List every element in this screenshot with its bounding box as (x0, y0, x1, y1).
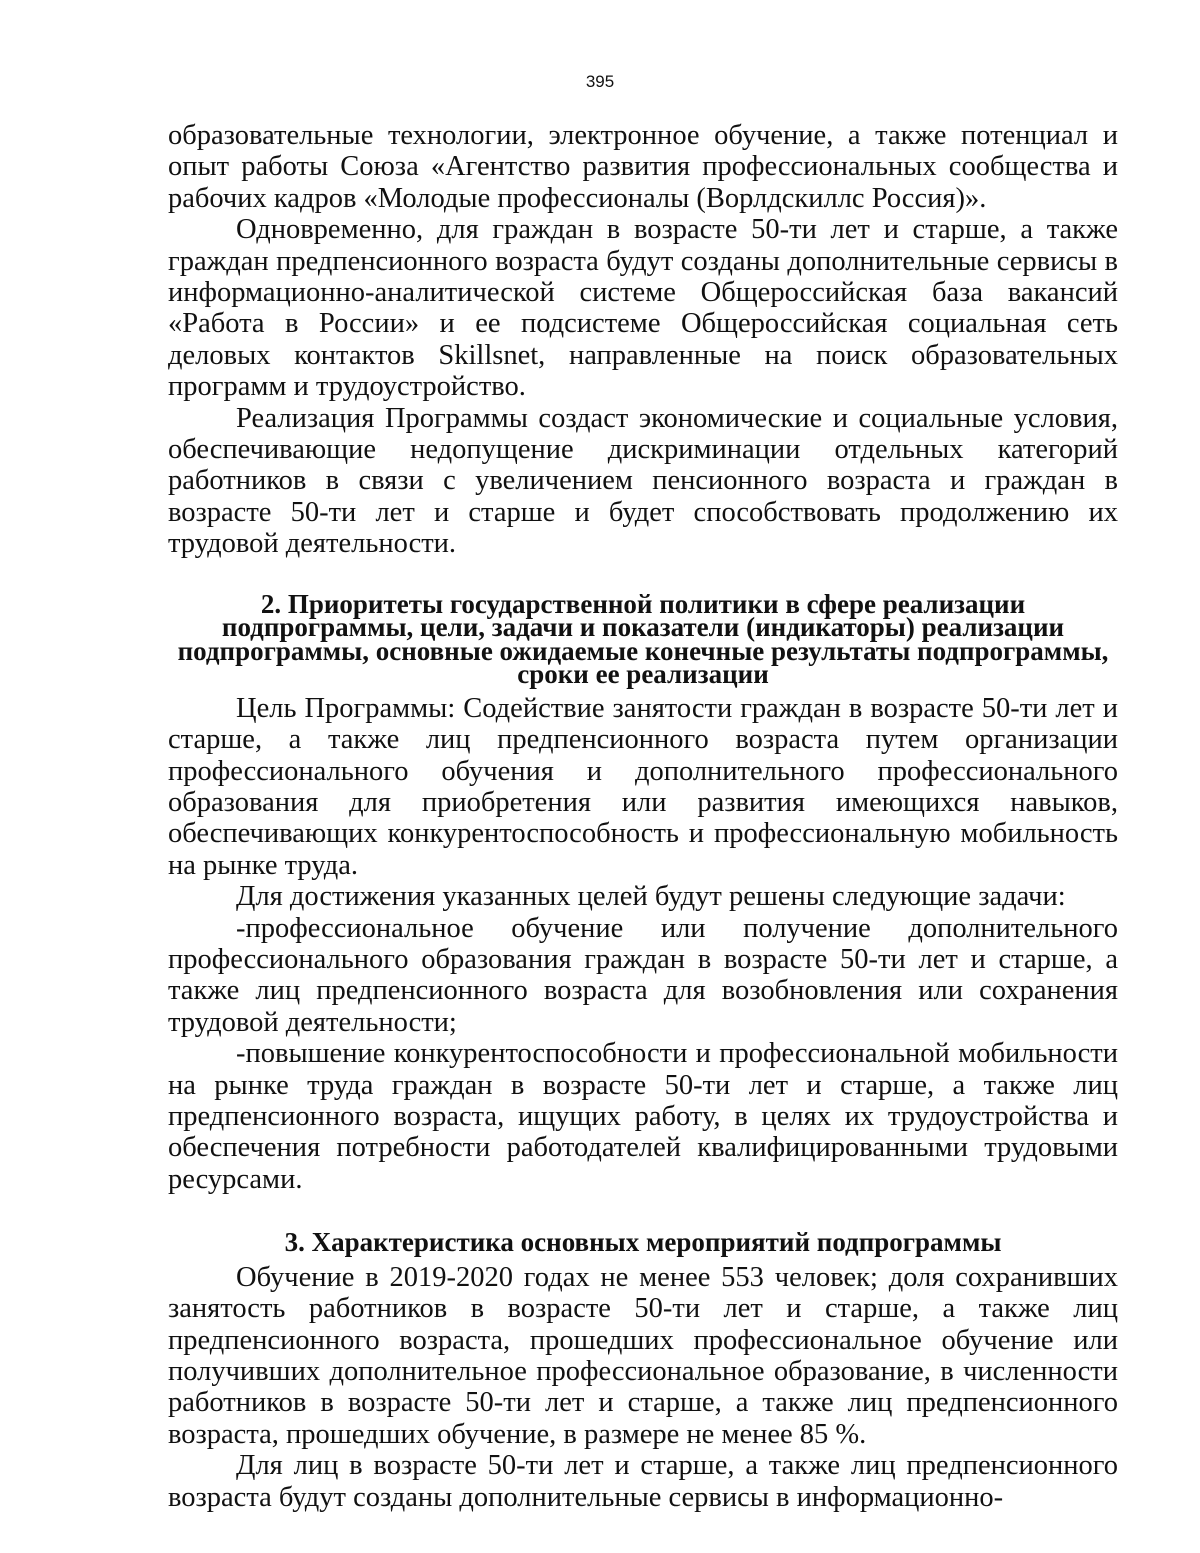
paragraph-services-continuation: Для лиц в возрасте 50-ти лет и старше, а также лиц предпенсионного возраста будут созданы дополнительные сервисы в информационно- (168, 1450, 1118, 1513)
paragraph-continuation: образовательные технологии, электронное обучение, а также потенциал и опыт работы Союза «Агентство развития профессиональных сообщества и рабочих кадров «Молодые профессионалы (Ворлдскиллс Россия)». (168, 120, 1118, 214)
page-number: 395 (585, 72, 615, 91)
task-item-training: -профессиональное обучение или получение дополнительного профессионального образования граждан в возрасте 50-ти лет и старше, а также лиц предпенсионного возраста для возобновления или сохранения трудовой деятельности; (168, 912, 1118, 1038)
paragraph-program-outcome: Реализация Программы создаст экономические и социальные условия, обеспечивающие недопущение дискриминации отдельных категорий работников в связи с увеличением пенсионного возраста и граждан в возрасте 50-ти лет и старше и будет способствовать продолжению их трудовой деятельности. (168, 402, 1118, 560)
task-item-competitiveness: -повышение конкурентоспособности и профессиональной мобильности на рынке труда граждан в возрасте 50-ти лет и старше, а также лиц предпенсионного возраста, ищущих работу, в целях их трудоустройства и обеспечения потребности работодателей квалифицированными трудовыми ресурсами. (168, 1038, 1118, 1195)
section-2-heading: 2. Приоритеты государственной политики в сфере реализации подпрограммы, цели, задачи и показатели (индикаторы) реализации подпрограммы, основные ожидаемые конечные результаты подпрограммы, сроки ее реализации (177, 588, 1109, 690)
paragraph-training-targets: Обучение в 2019-2020 годах не менее 553 человек; доля сохранивших занятость работников в возрасте 50-ти лет и старше, а также лиц предпенсионного возраста, прошедших профессиональное обучение или получивших дополнительное профессиональное образование, в численности работников в возрасте 50-ти лет и старше, а также лиц предпенсионного возраста, прошедших обучение, в размере не менее 85 %. (168, 1261, 1118, 1450)
paragraph-tasks-intro: Для достижения указанных целей будут решены следующие задачи: (236, 881, 1066, 913)
page-body (168, 120, 1118, 1513)
paragraph-program-goal: Цель Программы: Содействие занятости граждан в возрасте 50-ти лет и старше, а также лиц предпенсионного возраста путем организации профессионального обучения и дополнительного профессионального образования для приобретения или развития имеющихся навыков, обеспечивающих конкурентоспособность и профессиональную мобильность на рынке труда. (168, 692, 1118, 881)
section-3-heading: 3. Характеристика основных мероприятий подпрограммы (284, 1227, 1002, 1258)
paragraph-additional-services: Одновременно, для граждан в возрасте 50-ти лет и старше, а также граждан предпенсионного возраста будут созданы дополнительные сервисы в информационно-аналитической системе Общероссийская база вакансий «Работа в России» и ее подсистеме Общероссийская социальная сеть деловых контактов Skillsnet, направленные на поиск образовательных программ и трудоустройство. (168, 214, 1118, 403)
